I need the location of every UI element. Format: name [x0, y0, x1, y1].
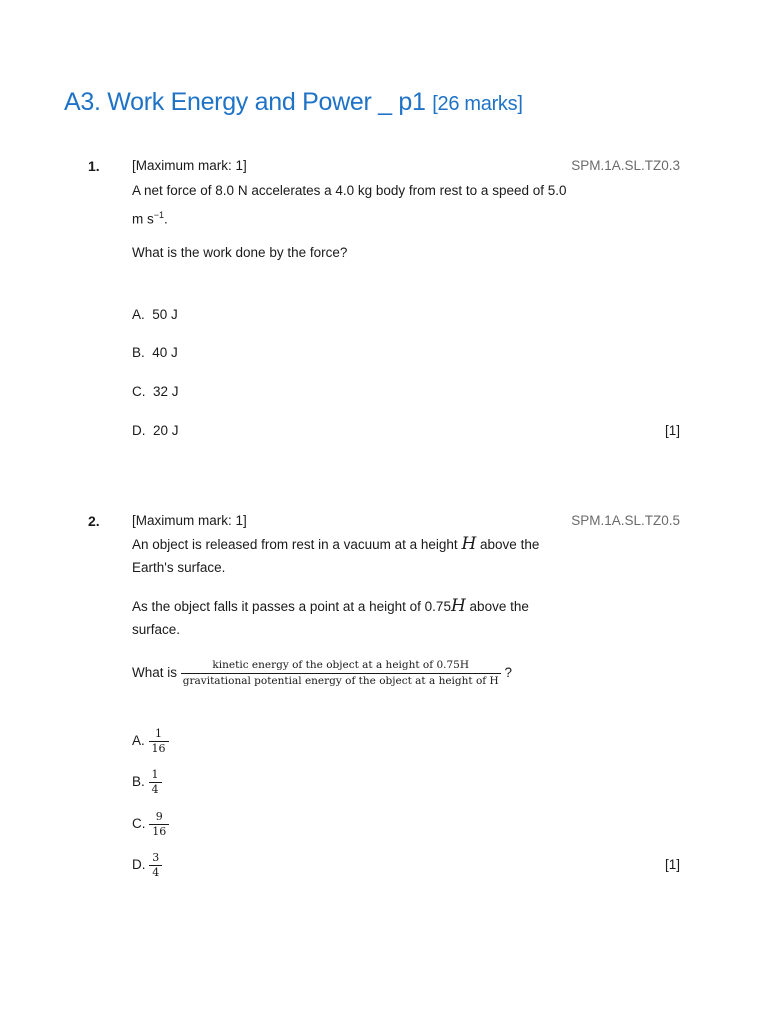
title-marks: [26 marks]: [432, 93, 523, 115]
variable-h: H: [461, 534, 477, 554]
prompt-text: What is: [132, 665, 178, 680]
option-letter: C.: [132, 384, 146, 399]
option-letter: D.: [132, 857, 146, 873]
question-1-option-d: [132, 423, 179, 438]
option-text: 40 J: [152, 345, 178, 360]
question-1-stem-line-1: A net force of 8.0 N accelerates a 4.0 kg body from rest to a speed of 5.0: [132, 183, 567, 198]
question-2-option-b: [132, 768, 162, 797]
fraction-denominator: 16: [149, 824, 169, 839]
question-1-mark: [1]: [664, 423, 680, 438]
question-1-stem-line-2: [132, 203, 168, 232]
option-fraction: [149, 768, 162, 797]
question-1-option-a: [132, 307, 178, 322]
stem-text: As the object falls it passes a point at a height of 0.75: [132, 599, 451, 614]
variable-h: H: [450, 596, 466, 616]
option-letter: A.: [132, 733, 145, 749]
option-fraction: [149, 727, 169, 756]
option-letter: D.: [132, 423, 146, 438]
fraction-numerator: kinetic energy of the object at a height of 0.75H: [212, 658, 470, 671]
question-2-stem-line-1: [132, 532, 539, 557]
fraction-denominator: gravitational potential energy of the object at a height of H: [182, 674, 499, 687]
question-1-option-b: [132, 345, 178, 360]
question-2-option-d: [132, 851, 162, 880]
question-2-max-mark: [Maximum mark: 1]: [132, 513, 247, 528]
question-2-option-c: [132, 810, 169, 839]
question-2-mark: [1]: [664, 857, 680, 872]
question-1-max-mark: [Maximum mark: 1]: [132, 158, 247, 173]
question-2-number: 2.: [88, 513, 100, 529]
option-fraction: [149, 851, 162, 880]
option-text: 32 J: [153, 384, 179, 399]
stem-end: .: [164, 211, 168, 227]
question-2-option-a: [132, 727, 169, 756]
question-2-para-2-line-2: surface.: [132, 622, 181, 637]
question-2-prompt: [132, 655, 512, 691]
fraction-numerator: 3: [152, 851, 160, 864]
unit-exponent: −1: [153, 210, 165, 220]
fraction-numerator: 1: [155, 727, 163, 740]
title-main: A3. Work Energy and Power _ p1: [64, 88, 426, 116]
stem-text: above the: [469, 599, 529, 614]
question-2-code: SPM.1A.SL.TZ0.5: [571, 513, 680, 528]
question-1-prompt: What is the work done by the force?: [132, 245, 348, 260]
option-fraction: [149, 810, 169, 839]
question-1-option-c: [132, 384, 179, 399]
option-letter: C.: [132, 816, 146, 832]
page-title: [64, 88, 523, 117]
option-text: 20 J: [153, 423, 179, 438]
fraction-denominator: 16: [149, 741, 169, 756]
option-text: 50 J: [152, 307, 178, 322]
question-2-para-2-line-1: [132, 594, 529, 619]
option-letter: B.: [132, 345, 145, 360]
stem-text: above the: [480, 537, 540, 552]
fraction-numerator: 1: [151, 768, 159, 781]
question-2-stem-line-2: Earth's surface.: [132, 560, 226, 575]
unit-text: m s: [132, 211, 154, 227]
option-letter: B.: [132, 774, 145, 790]
fraction-denominator: 4: [149, 865, 162, 880]
energy-ratio-fraction: [181, 658, 501, 689]
fraction-denominator: 4: [149, 782, 162, 797]
stem-text: An object is released from rest in a vacuum at a height: [132, 537, 458, 552]
question-mark: ?: [504, 665, 512, 680]
option-letter: A.: [132, 307, 145, 322]
question-1-number: 1.: [88, 158, 100, 174]
fraction-numerator: 9: [155, 810, 163, 823]
question-1-code: SPM.1A.SL.TZ0.3: [571, 158, 680, 173]
